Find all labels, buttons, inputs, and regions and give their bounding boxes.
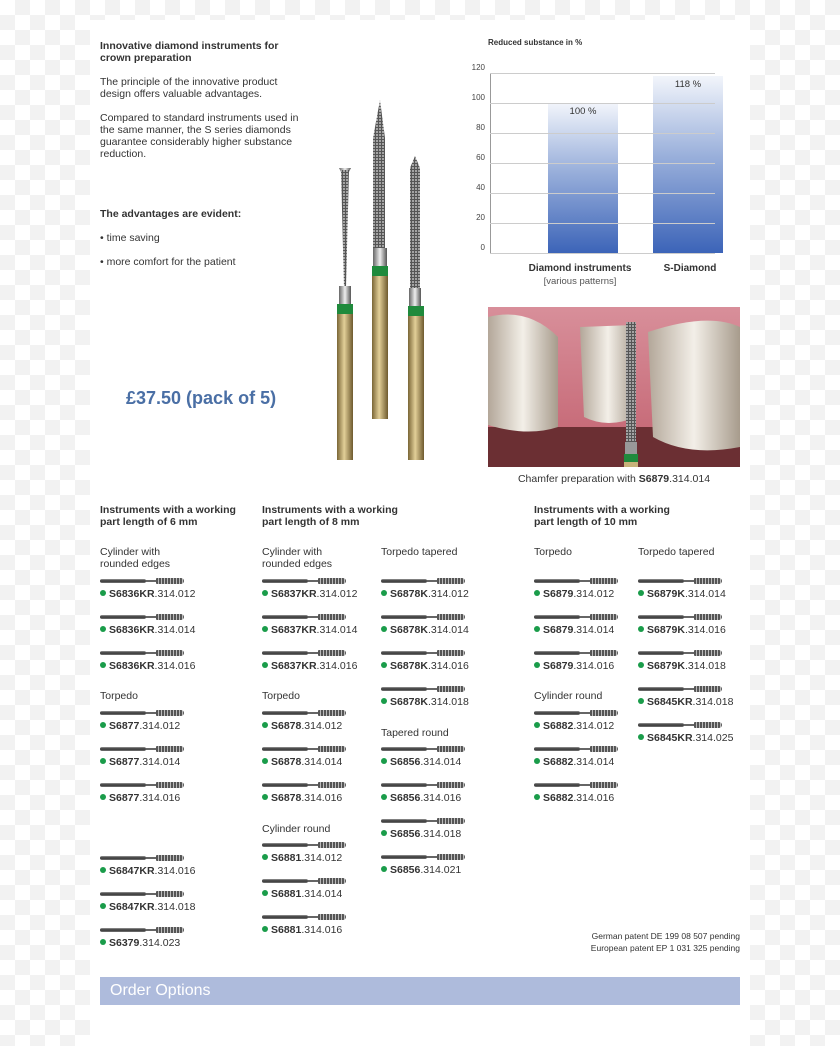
order-options-bar[interactable] [100,977,740,1005]
green-dot-icon [381,830,387,836]
instrument-item [638,613,726,636]
instrument-item [262,709,346,732]
bur-icon [100,781,184,789]
instrument-code: S6879K.314.014 [638,588,726,600]
instrument-code: S6878K.314.014 [381,624,469,636]
instrument-code: S6878K.314.018 [381,696,469,708]
instrument-item [534,709,618,732]
patent-note [490,930,740,954]
german-patent: German patent DE 199 08 507 pending [591,931,740,941]
chart-bar [548,103,618,253]
instrument-item [100,926,184,949]
green-dot-icon [534,626,540,632]
column-6mm-heading: Instruments with a working part length of 6 mm [100,504,236,528]
instrument-item [262,781,346,804]
y-tick-label: 40 [476,183,485,192]
bur-icon [381,745,465,753]
instrument-code: S6878.314.016 [262,792,346,804]
instrument-item [100,577,195,600]
y-tick-label: 0 [480,243,485,252]
bur-icon [381,685,465,693]
instrument-code: S6856.314.016 [381,792,465,804]
instrument-item [638,721,733,744]
green-dot-icon [100,903,106,909]
instrument-code: S6856.314.018 [381,828,465,840]
instrument-code: S6878K.314.016 [381,660,469,672]
chart-gridline [490,193,715,194]
green-dot-icon [100,794,106,800]
instrument-code: S6845KR.314.018 [638,696,733,708]
green-dot-icon [381,698,387,704]
bar-chart [465,63,740,263]
green-dot-icon [100,590,106,596]
instrument-item [100,781,184,804]
instrument-code: S6881.314.016 [262,924,346,936]
instrument-code: S6878.314.014 [262,756,346,768]
bur-icon [100,890,184,898]
instrument-code: S6879K.314.016 [638,624,726,636]
bur-icon [381,817,465,825]
bur-icon [638,721,722,729]
chart-gridline [490,223,715,224]
green-dot-icon [262,626,268,632]
instrument-item [100,649,195,672]
instrument-item [638,685,733,708]
chamfer-preparation-photo [488,307,740,467]
y-tick-label: 100 [471,93,485,102]
bur-icon [381,853,465,861]
green-dot-icon [100,722,106,728]
instrument-item [100,854,195,877]
green-dot-icon [381,626,387,632]
instrument-code: S6379.314.023 [100,937,184,949]
green-dot-icon [638,698,644,704]
bur-icon [638,577,722,585]
instrument-item [381,781,465,804]
y-tick-label: 80 [476,123,485,132]
chart-gridline [490,103,715,104]
bur-icon [262,841,346,849]
instrument-item [381,613,469,636]
instrument-code: S6879.314.016 [534,660,618,672]
bur-icon [534,781,618,789]
instrument-code: S6879.314.014 [534,624,618,636]
column-10mm-heading: Instruments with a working part length of 10 mm [534,504,670,528]
green-dot-icon [638,734,644,740]
instrument-item [262,649,357,672]
instrument-item [100,890,195,913]
instrument-item [638,649,726,672]
instrument-code: S6882.314.016 [534,792,618,804]
green-dot-icon [262,794,268,800]
instrument-item [381,649,469,672]
instrument-code: S6882.314.012 [534,720,618,732]
group-label: Torpedo tapered [381,546,458,558]
bur-icon [534,577,618,585]
y-tick-label: 60 [476,153,485,162]
instrument-item [100,613,195,636]
bur-icon [638,649,722,657]
bur-icon [534,745,618,753]
european-patent: European patent EP 1 031 325 pending [590,943,740,953]
instrument-code: S6847KR.314.018 [100,901,195,913]
instrument-code: S6836KR.314.012 [100,588,195,600]
intro-paragraph-2: Compared to standard instruments used in the same manner, the S series diamonds guarantee considerably higher substance reduction. [100,112,299,160]
bur-icon [100,613,184,621]
green-dot-icon [381,758,387,764]
instrument-code: S6836KR.314.016 [100,660,195,672]
instrument-code: S6837KR.314.014 [262,624,357,636]
green-dot-icon [262,926,268,932]
y-tick-label: 20 [476,213,485,222]
chart-title: Reduced substance in % [488,38,583,47]
chart-gridline [490,73,715,74]
instrument-code: S6878.314.012 [262,720,346,732]
instrument-code: S6856.314.021 [381,864,465,876]
green-dot-icon [534,758,540,764]
green-dot-icon [100,662,106,668]
green-dot-icon [262,758,268,764]
instrument-code: S6837KR.314.012 [262,588,357,600]
chart-gridline [490,253,715,254]
photo-caption: Chamfer preparation with S6879.314.014 [517,473,711,485]
green-dot-icon [381,590,387,596]
green-dot-icon [100,626,106,632]
instrument-code: S6878K.314.012 [381,588,469,600]
price-label: £37.50 (pack of 5) [126,388,277,408]
bur-icon [262,577,346,585]
instrument-item [381,817,465,840]
instrument-item [262,613,357,636]
green-dot-icon [100,867,106,873]
bur-icon [381,577,465,585]
advantages-heading: The advantages are evident: [100,208,242,220]
instrument-item [262,577,357,600]
bur-icon [262,649,346,657]
category-label-s-diamond: S-Diamond [663,263,717,274]
green-dot-icon [381,662,387,668]
bur-icon [100,854,184,862]
instrument-code: S6837KR.314.016 [262,660,357,672]
group-label: Cylinder with rounded edges [100,546,171,570]
chart-gridline [490,163,715,164]
instrument-item [638,577,726,600]
instrument-item [262,745,346,768]
green-dot-icon [638,626,644,632]
green-dot-icon [381,866,387,872]
green-dot-icon [638,662,644,668]
group-label: Torpedo tapered [638,546,715,558]
order-options-label: Order Options [110,982,211,999]
green-dot-icon [100,758,106,764]
intro-heading: Innovative diamond instruments for crown preparation [100,40,279,64]
column-8mm-heading: Instruments with a working part length of 8 mm [262,504,398,528]
bur-icon [100,709,184,717]
instrument-code: S6856.314.014 [381,756,465,768]
group-label: Cylinder round [534,690,603,702]
instrument-code: S6845KR.314.025 [638,732,733,744]
green-dot-icon [262,722,268,728]
instrument-item [381,745,465,768]
bur-icon [534,613,618,621]
green-dot-icon [534,590,540,596]
bur-icon [534,649,618,657]
bur-icon [262,913,346,921]
group-label: Torpedo [534,546,572,558]
bur-icon [262,613,346,621]
group-label: Cylinder with rounded edges [262,546,333,570]
green-dot-icon [638,590,644,596]
bur-icon [262,709,346,717]
green-dot-icon [262,662,268,668]
bar-value-label: 100 % [569,106,597,117]
bur-icon [381,613,465,621]
instrument-code: S6879K.314.018 [638,660,726,672]
instrument-code: S6877.314.016 [100,792,184,804]
group-label: Torpedo [100,690,138,702]
instrument-code: S6877.314.014 [100,756,184,768]
green-dot-icon [534,662,540,668]
green-dot-icon [262,590,268,596]
advantage-1: • time saving [100,232,160,244]
instrument-item [262,913,346,936]
bur-icon [100,577,184,585]
bur-icon [638,613,722,621]
instrument-code: S6877.314.012 [100,720,184,732]
group-label: Cylinder round [262,823,331,835]
instrument-code: S6882.314.014 [534,756,618,768]
green-dot-icon [262,890,268,896]
bur-icon [381,781,465,789]
bur-icon [381,649,465,657]
instrument-item [534,745,618,768]
group-label: Torpedo [262,690,300,702]
green-dot-icon [262,854,268,860]
bur-icon [262,877,346,885]
green-dot-icon [534,722,540,728]
instrument-item [262,841,346,864]
catalog-page [90,20,750,1046]
instrument-item [534,649,618,672]
green-dot-icon [100,939,106,945]
instrument-item [534,613,618,636]
diamond-burs-image [325,98,455,463]
y-tick-label: 120 [471,63,485,72]
bur-icon [100,649,184,657]
bur-icon [100,745,184,753]
bar-value-label: 118 % [674,79,702,90]
instrument-code: S6879.314.012 [534,588,618,600]
instrument-item [534,781,618,804]
instrument-code: S6847KR.314.016 [100,865,195,877]
group-label: Tapered round [381,727,449,739]
bur-icon [100,926,184,934]
instrument-item [100,709,184,732]
green-dot-icon [381,794,387,800]
bur-icon [534,709,618,717]
instrument-code: S6881.314.012 [262,852,346,864]
bur-icon [262,745,346,753]
instrument-code: S6836KR.314.014 [100,624,195,636]
chart-gridline [490,133,715,134]
instrument-item [262,877,346,900]
category-label-diamond: Diamond instruments [528,263,632,274]
intro-paragraph-1: The principle of the innovative product design offers valuable advantages. [100,76,278,100]
instrument-item [381,853,465,876]
instrument-item [381,577,469,600]
instrument-item [100,745,184,768]
instrument-item [534,577,618,600]
bur-icon [262,781,346,789]
instrument-code: S6881.314.014 [262,888,346,900]
bur-icon [638,685,722,693]
category-note: [various patterns] [543,276,617,287]
green-dot-icon [534,794,540,800]
instrument-item [381,685,469,708]
advantage-2: • more comfort for the patient [100,256,236,268]
